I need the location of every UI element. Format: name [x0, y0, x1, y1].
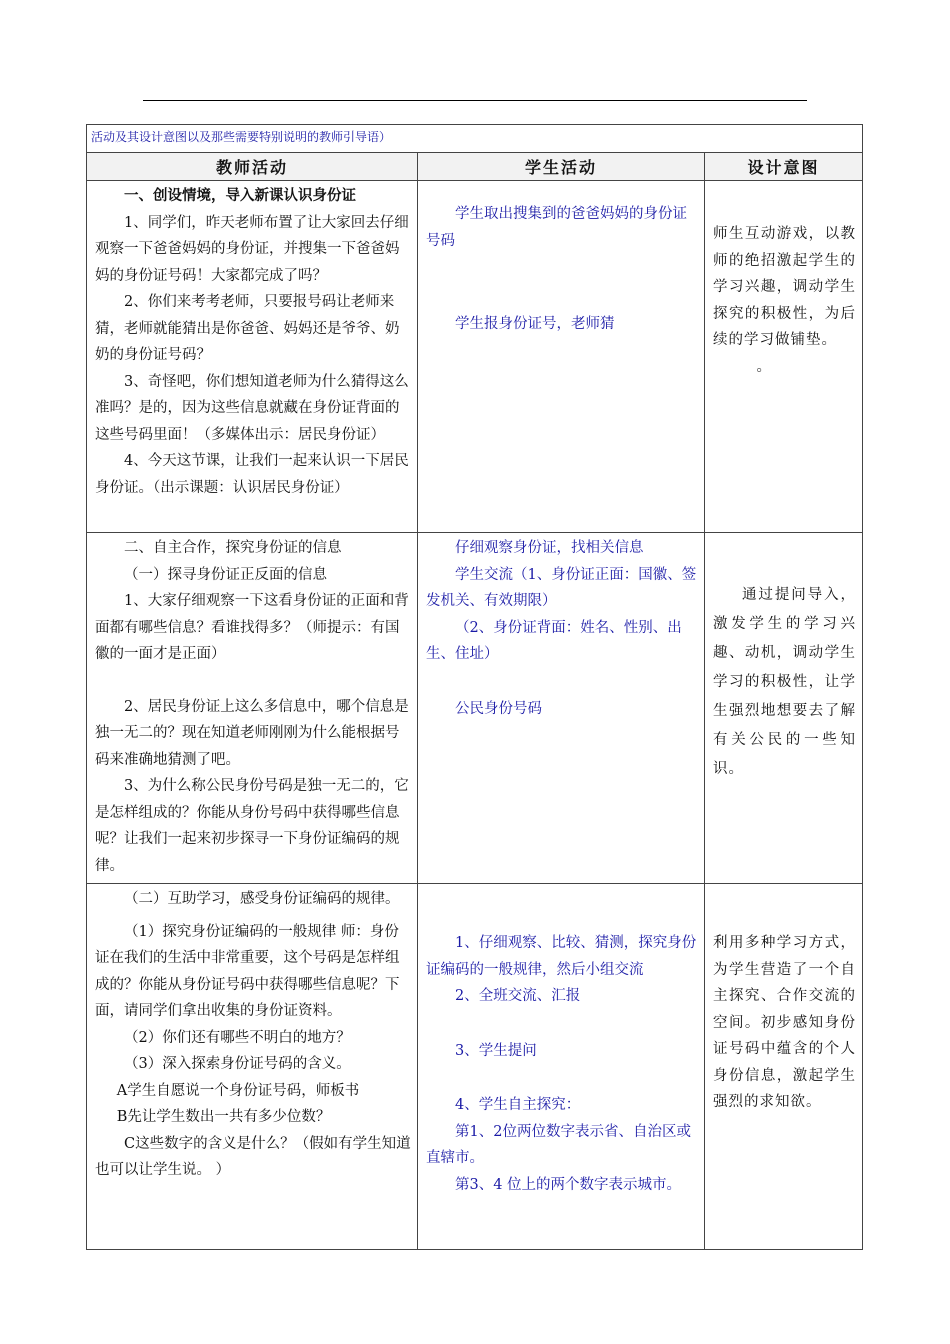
- paragraph: B先让学生数出一共有多少位数？: [116, 1109, 331, 1125]
- table-row: [87, 884, 863, 1250]
- paragraph: A学生自愿说一个身份证号码，师板书: [116, 1082, 360, 1099]
- paragraph: 1、同学们，昨天老师布置了让大家回去仔细观察一下爸爸妈妈的身份证，并搜集一下爸爸妈妈的身份证号码！大家都完成了吗？: [95, 214, 409, 284]
- paragraph: 3、奇怪吧，你们想知道老师为什么猜得这么准吗？是的，因为这些信息就藏在身份证背面的这些号码里面！（多媒体出示：居民身份证）: [95, 373, 409, 443]
- teacher-cell: [87, 181, 418, 533]
- paragraph: 2、居民身份证上这么多信息中，哪个信息是独一无二的？现在知道老师刚刚为什么能根据号码来准确地猜测了吧。: [95, 698, 409, 768]
- paragraph: C这些数字的含义是什么？（假如有学生知道也可以让学生说。 ）: [95, 1135, 411, 1178]
- column-student-activity: 学生活动: [418, 153, 705, 181]
- student-cell: [418, 884, 705, 1250]
- design-cell: [705, 884, 863, 1250]
- column-teacher-activity: 教师活动: [87, 153, 418, 181]
- teacher-cell: [87, 884, 418, 1250]
- lesson-plan-table: [86, 124, 863, 1250]
- section-title: （二）互助学习，感受身份证编码的规律。: [124, 891, 400, 907]
- section-title: 二、自主合作，探究身份证的信息: [124, 540, 342, 556]
- paragraph: 3、为什么称公民身份号码是独一无二的，它是怎样组成的？你能从身份号码中获得哪些信息呢？让我们一起来初步探寻一下身份证编码的规律。: [95, 778, 409, 874]
- paragraph: 4、学生自主探究：: [455, 1097, 581, 1113]
- paragraph: 第3、4 位上的两个数字表示城市。: [455, 1176, 682, 1193]
- paragraph: （一）探寻身份证正反面的信息: [124, 566, 327, 583]
- column-design-intent: 设计意图: [705, 153, 863, 181]
- paragraph: （2）你们还有哪些不明白的地方？: [124, 1029, 351, 1046]
- paragraph: （2、身份证背面：姓名、性别、出生、住址）: [426, 619, 682, 662]
- paragraph: 。: [756, 358, 771, 375]
- header-rule: [143, 100, 807, 101]
- paragraph: 第1、2位两位数字表示省、自治区或直辖市。: [426, 1123, 691, 1166]
- paragraph: 仔细观察身份证，找相关信息: [455, 540, 644, 556]
- paragraph: 师生互动游戏，以教师的绝招激起学生的学习兴趣，调动学生探究的积极性，为后续的学习做铺垫。: [713, 226, 857, 348]
- design-cell: [705, 181, 863, 533]
- paragraph: 3、学生提问: [455, 1042, 537, 1059]
- student-cell: [418, 533, 705, 884]
- paragraph: 学生交流（1、身份证正面：国徽、签发机关、有效期限）: [426, 566, 697, 609]
- header-note: 活动及其设计意图以及那些需要特别说明的教师引导语）: [87, 125, 863, 153]
- paragraph: 2、你们来考考老师，只要报号码让老师来猜，老师就能猜出是你爸爸、妈妈还是爷爷、奶奶的身份证号码？: [95, 294, 400, 363]
- paragraph: 1、仔细观察、比较、猜测，探究身份证编码的一般规律，然后小组交流: [426, 935, 697, 978]
- table-row: [87, 181, 863, 533]
- paragraph: 通过提问导入，激发学生的学习兴趣、动机，调动学生学习的积极性，让学生强烈地想要去了解有关公民的一些知识。: [713, 587, 857, 777]
- paragraph: 利用多种学习方式，为学生营造了一个自主探究、合作交流的空间。初步感知身份证号码中蕴含的个人身份信息，激起学生强烈的求知欲。: [713, 935, 857, 1110]
- paragraph: 学生取出搜集到的爸爸妈妈的身份证号码: [426, 206, 687, 249]
- paragraph: （3）深入探索身份证号码的含义。: [124, 1056, 351, 1072]
- paragraph: （1）探究身份证编码的一般规律 师：身份证在我们的生活中非常重要，这个号码是怎样组成的？你能从身份证号码中获得哪些信息呢？下面，请同学们拿出收集的身份证资料。: [95, 923, 400, 1019]
- student-cell: [418, 181, 705, 533]
- teacher-cell: [87, 533, 418, 884]
- paragraph: 2、全班交流、汇报: [455, 988, 581, 1004]
- paragraph: 1、大家仔细观察一下这看身份证的正面和背面都有哪些信息？看谁找得多？（师提示：有国徽的一面才是正面）: [95, 593, 409, 662]
- paragraph: 4、今天这节课，让我们一起来认识一下居民身份证。（出示课题：认识居民身份证）: [95, 453, 409, 496]
- paragraph: 学生报身份证号，老师猜: [455, 316, 615, 332]
- table-row: [87, 533, 863, 884]
- paragraph: 公民身份号码: [455, 700, 542, 717]
- design-cell: [705, 533, 863, 884]
- section-title: 一、创设情境，导入新课认识身份证: [124, 187, 356, 204]
